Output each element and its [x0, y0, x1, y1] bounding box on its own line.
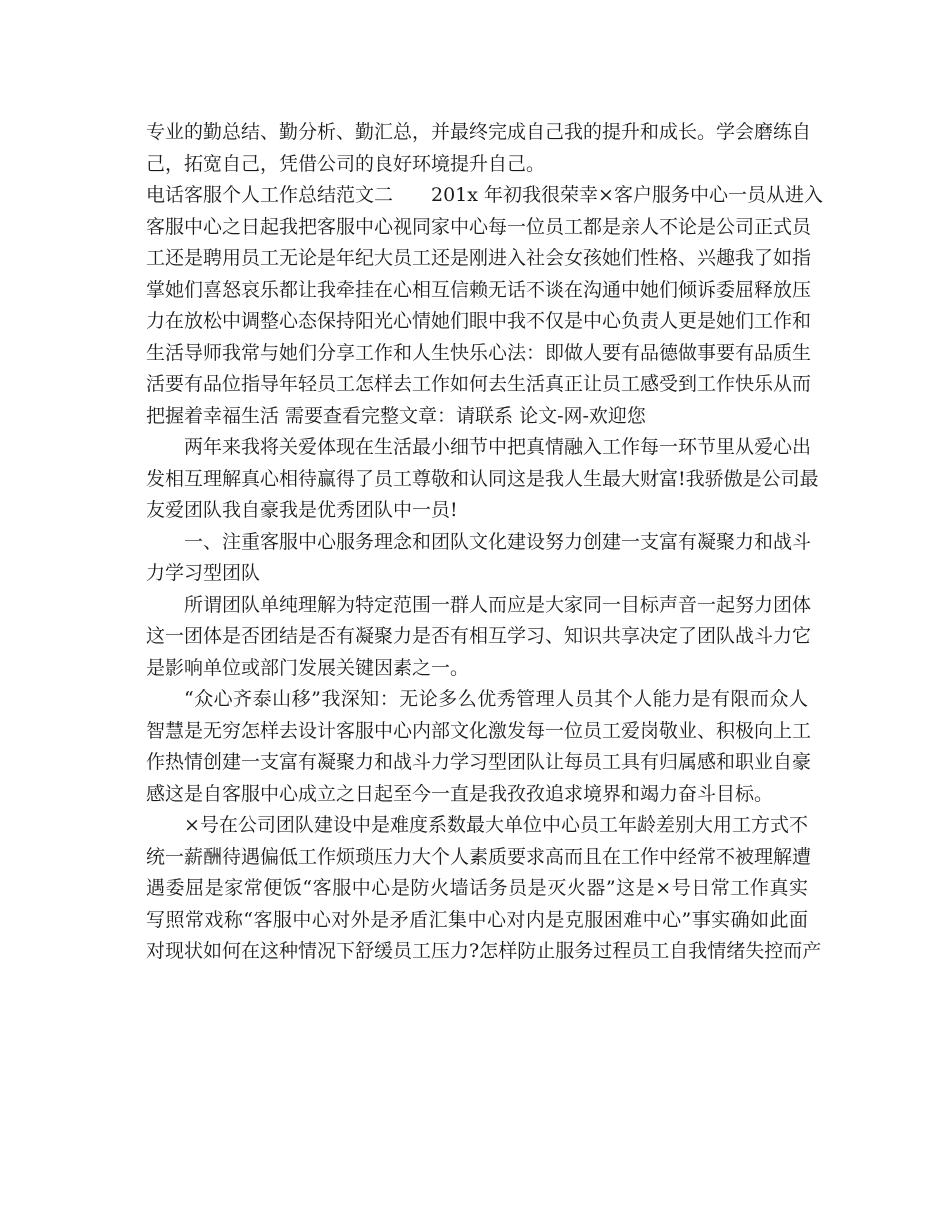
text-line: 作热情创建一支富有凝聚力和战斗力学习型团队让每员工具有归属感和职业自豪	[146, 751, 812, 773]
text-line: 工还是聘用员工无论是年纪大员工还是刚进入社会女孩她们性格、兴趣我了如指	[146, 247, 812, 269]
text-line: 感这是自客服中心成立之日起至今一直是我孜孜追求境界和竭力奋斗目标。	[146, 782, 774, 805]
text-line: 是影响单位或部门发展关键因素之一。	[146, 656, 470, 679]
text-line: 智慧是无穷怎样去设计客服中心内部文化激发每一位员工爱岗敬业、积极向上工	[146, 719, 812, 742]
text-line: 一、注重客服中心服务理念和团队文化建设努力创建一支富有凝聚力和战斗	[184, 530, 812, 553]
text-line: 力在放松中调整心态保持阳光心情她们眼中我不仅是中心负责人更是她们工作和	[146, 310, 812, 332]
text-line: 客服中心之日起我把客服中心视同家中心每一位员工都是亲人不论是公司正式员	[146, 215, 812, 238]
text-line: 己，拓宽自己，凭借公司的良好环境提升自己。	[146, 152, 546, 175]
paragraph-1	[146, 117, 812, 180]
text-line: 力学习型团队	[146, 562, 261, 584]
text-line: 写照常戏称“客服中心对外是矛盾汇集中心对内是克服困难中心”事实确如此面	[146, 908, 808, 931]
text-line: 掌她们喜怒哀乐都让我牵挂在心相互信赖无话不谈在沟通中她们倾诉委屈释放压	[146, 278, 812, 301]
text-line: 遇委屈是家常便饭“客服中心是防火墙话务员是灭火器”这是×号日常工作真实	[146, 877, 808, 899]
paragraph-7	[146, 810, 822, 968]
text-line: 统一薪酬待遇偏低工作烦琐压力大个人素质要求高而且在工作中经常不被理解遭	[146, 845, 812, 868]
text-line: 活要有品位指导年轻员工怎样去工作如何去生活真正让员工感受到工作快乐从而	[146, 373, 812, 395]
text-line: 把握着幸福生活 需要查看完整文章：请联系 论文-网-欢迎您	[146, 404, 646, 427]
text-line: ×号在公司团队建设中是难度系数最大单位中心员工年龄差别大用工方式不	[184, 814, 808, 836]
text-line: 对现状如何在这种情况下舒缓员工压力?怎样防止服务过程员工自我情绪失控而产	[146, 940, 822, 962]
paragraph-3	[146, 432, 819, 527]
paragraph-5	[146, 590, 812, 685]
text-line: 这一团体是否团结是否有凝聚力是否有相互学习、知识共享决定了团队战斗力它	[146, 625, 812, 647]
text-line: 发相互理解真心相待赢得了员工尊敬和认同这是我人生最大财富!我骄傲是公司最	[146, 467, 819, 490]
text-line: 两年来我将关爱体现在生活最小细节中把真情融入工作每一环节里从爱心出	[184, 436, 812, 458]
paragraph-4	[146, 527, 812, 590]
text-line: “众心齐泰山移”我深知：无论多么优秀管理人员其个人能力是有限而众人	[184, 688, 808, 710]
text-line: 专业的勤总结、勤分析、勤汇总，并最终完成自己我的提升和成长。学会磨练自	[146, 121, 812, 143]
text-line: 电话客服个人工作总结范文二 201x 年初我很荣幸×客户服务中心一员从进入	[146, 184, 823, 206]
document-body	[146, 117, 823, 968]
text-line: 所谓团队单纯理解为特定范围一群人而应是大家同一目标声音一起努力团体	[184, 593, 812, 616]
paragraph-2	[146, 180, 823, 432]
text-line: 生活导师我常与她们分享工作和人生快乐心法：即做人要有品德做事要有品质生	[146, 341, 812, 364]
paragraph-6	[146, 684, 812, 810]
text-line: 友爱团队我自豪我是优秀团队中一员!	[146, 499, 458, 521]
